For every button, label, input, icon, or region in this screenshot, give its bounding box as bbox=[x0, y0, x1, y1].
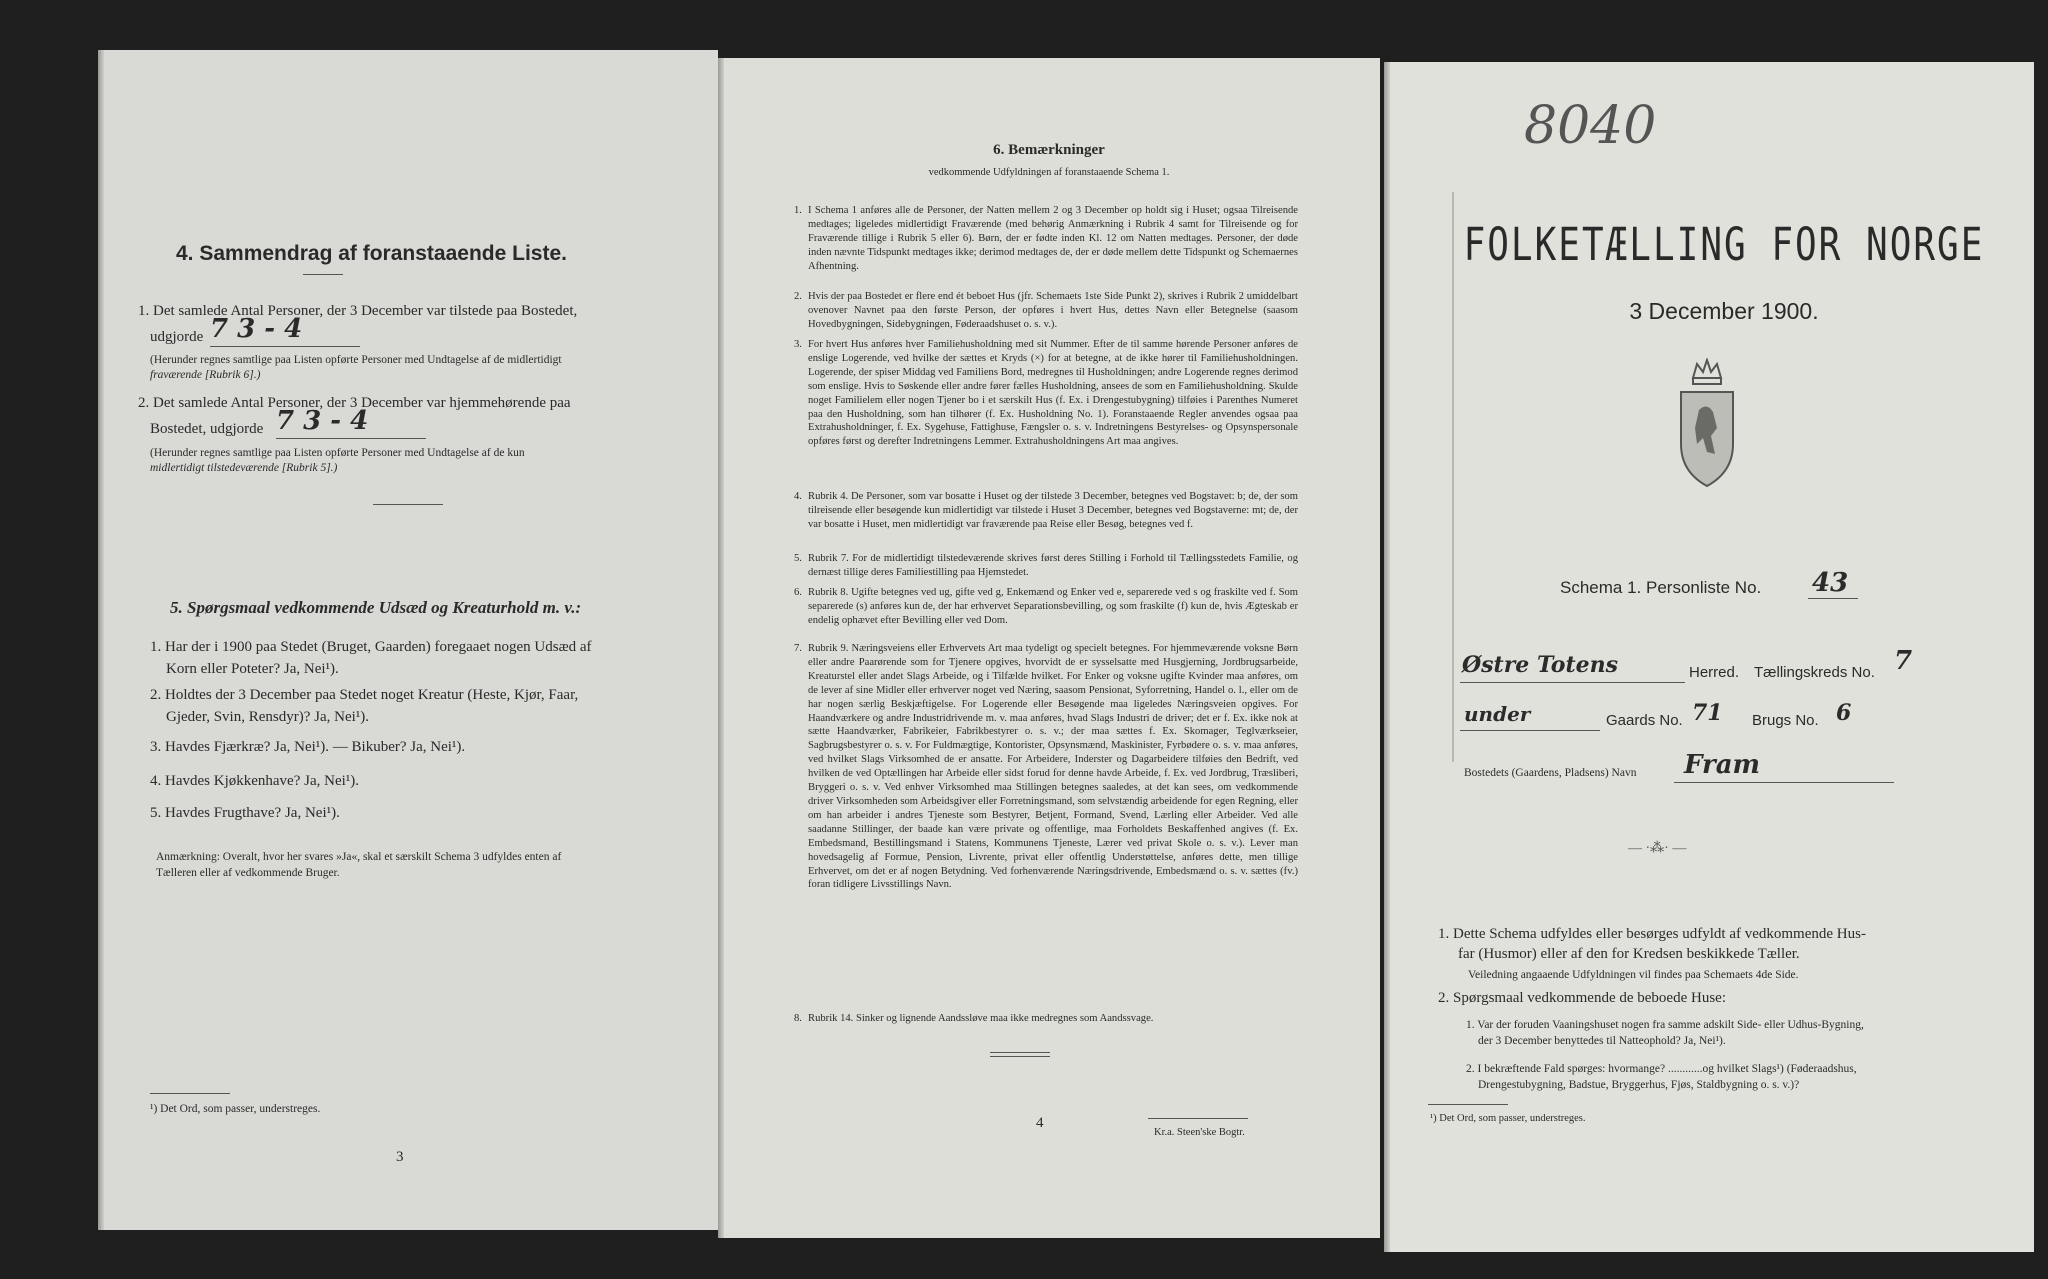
q2-note2: midlertidigt tilstedeværende [Rubrik 5].) bbox=[150, 462, 338, 474]
q1-note1: (Herunder regnes samtlige paa Listen opførte Personer med Undtagelse af de midlertidigt bbox=[150, 354, 562, 366]
form-date: 3 December 1900. bbox=[1629, 298, 1819, 324]
footnote-rule bbox=[150, 1093, 230, 1094]
footnote: ¹) Det Ord, som passer, understreges. bbox=[150, 1103, 321, 1115]
q2-line2: Bostedet, udgjorde bbox=[150, 421, 264, 437]
remark-line2: Tælleren eller af vedkommende Bruger. bbox=[156, 867, 340, 879]
divider bbox=[373, 504, 443, 505]
brugs-number: 6 bbox=[1836, 700, 1852, 726]
remark-text: For hvert Hus anføres hver Familiehusholdning med sit Nummer. Efter de til samme hørende Personer anføres de enslige Logerende, ved hvilke der sættes et Kryds (×) for at betegne, at de ikke hører til Familiehusholdningen. Logerende, der spiser Middag ved Familiens Bord, medregnes til Husholdningen; andre Logerende regnes derimod som enslige. Hvis to Søskende eller andre fører fælles Husholdning, ansees de som en Familiehusholdning. Skulde noget Familielem eller nogen Tjener bo i et særskilt Hus (f. Ex. i Drengestubygning) tilføies i Parenthes Numeret paa den Husholdning, som han tilhører (f. Ex. Husholdning No. 1). Foranstaaende Regler anvendes ogsaa paa Extrahusholdninger, f. Ex. Sygehuse, Fattighuse, Fængsler o. s. v. Indretningens Bestyrelses- og Opsynspersonale opføres først og derefter Indretningens Lemmer. Extrahusholdningens Art maa angives. bbox=[808, 339, 1298, 448]
remark-text: Rubrik 14. Sinker og lignende Aandssløve maa ikke medregnes som Aandssvage. bbox=[808, 1013, 1154, 1024]
page-edge bbox=[1384, 62, 1390, 1252]
remark-item bbox=[794, 204, 1298, 274]
instruction-1b: far (Husmor) eller af den for Kredsen beskikkede Tæller. bbox=[1458, 946, 1800, 962]
instruction-2-2b: Drengestubygning, Badstue, Bryggerhus, Fjøs, Staldbygning o. s. v.)? bbox=[1478, 1079, 1800, 1091]
q2-note1: (Herunder regnes samtlige paa Listen opførte Personer med Undtagelse af de kun bbox=[150, 447, 525, 459]
remark-item bbox=[794, 642, 1298, 892]
remark-text: Rubrik 7. For de midlertidigt tilstedeværende skrives først deres Stilling i Forhold til Tællingsstedets Familie, og dernæst tillige deres Familiestilling paa Hjemstedet. bbox=[808, 553, 1298, 578]
ornament-divider: — ·⁂· — bbox=[1628, 841, 1687, 856]
remark-number: 7. bbox=[794, 643, 802, 654]
remark-number: 4. bbox=[794, 491, 802, 502]
remark-text: Rubrik 4. De Personer, som var bosatte i Huset og der tilstede 3 December, betegnes ved Bogstavet: b; de, der som tilreisende eller besøgende kun midlertidigt var tilstede i Huset 3 December, betegnes ved Bogstaverne: mt; de, der var bosatte i Huset, men midlertidigt var fraværende paa Reise eller Besøg, betegnes ved f. bbox=[808, 491, 1298, 530]
remark-text: Rubrik 9. Næringsveiens eller Erhvervets Art maa tydeligt og specielt betegnes. For hjemmeværende voksne Børn eller andre Paarørende som for Tjenere opgives, hvorvidt de er sysselsatte med Husgjerning, Jordbrugsarbeide, Kreaturstel eller andet Slags Arbeide, og i Tilfælde hvilket. For Enker og voksne ugifte Kvinder maa anføres, om de lever af sine Midler eller erhverver noget ved Næring, saasom Pensionat, Syforretning, Handel o. l., eller om de har nogen særlig Beskjæftigelse. For Logerende eller Besøgende maa ligeledes Næringsveien opgives. For Haandværkere og andre Industridrivende m. v. maa anføres, hvad Slags Industri de driver; det er f. Ex. ikke nok at sætte Haandværker, Fabrikeier, Fabrikbestyrer o. s. v.; der maa sættes f. Ex. Skomager, Teglværkseier, Sagbrugsbestyrer o. s. v. For Fuldmægtige, Kontorister, Opsynsmænd, Maskinister, Fyrbødere o. s. v. maa anføres, ved hvilket Slags Virksomhed de er ansatte. For Arbeidere, Inderster og Dagarbeidere tilføies den Bedrift, ved hvilken de ved Optællingen har Arbeide eller sidst forud for denne havde Arbeide, f. Ex. ved Jordbrug, Træsliberi, Bryggeri o. s. v. Ved enhver Virksomhed maa Stillingen betegnes saaledes, at det kan sees, om vedkommende driver Virksomheden som Arbeidsgiver eller Forretningsmand, som selvstændig arbeidende for egen Regning, eller om han arbeider i andres Tjeneste som Bestyrer, Betjent, Formand, Svend, Lærling eller Arbeider. Ved alle saadanne Stillinger, der baade kan være private og offentlige, maa Forholdets Beskaffenhed angives (f. Ex. Embedsmand, Bestillingsmand i Statens, Kommunens Tjeneste, Lærer ved privat Skole o. s. v.). Lever man hovedsagelig af Formue, Pension, Livrente, privat eller offentlig Understøttelse, anføres dette, men tillige Erhvervet, om det er af nogen Betydning. Ved forhenværende Næringsdrivende, Embedsmænd o. s. v. sættes (fv.) foran tidligere Livsstillings Navn. bbox=[808, 643, 1298, 891]
page-number: 3 bbox=[396, 1149, 404, 1165]
divider bbox=[303, 274, 343, 275]
schema-label: Schema 1. Personliste No. bbox=[1560, 578, 1762, 597]
answer-line bbox=[210, 346, 360, 347]
bosted-label: Bostedets (Gaardens, Pladsens) Navn bbox=[1464, 767, 1637, 779]
instruction-1c: Veiledning angaaende Udfyldningen vil findes paa Schemaets 4de Side. bbox=[1468, 969, 1799, 981]
remark-item bbox=[794, 490, 1298, 532]
bosted-name: Fram bbox=[1684, 750, 1761, 780]
answer-line bbox=[1460, 682, 1685, 683]
page-edge bbox=[98, 50, 104, 1230]
instruction-2-1b: der 3 December benyttedes til Natteophold? Ja, Nei¹). bbox=[1478, 1035, 1726, 1047]
instruction-2-1a: 1. Var der foruden Vaaningshuset nogen fra samme adskilt Side- eller Udhus-Bygning, bbox=[1466, 1019, 1864, 1031]
q2-line1: 2. Det samlede Antal Personer, der 3 December var hjemmehørende paa bbox=[138, 395, 571, 411]
remarks-subtitle: vedkommende Udfyldningen af foranstaaende Schema 1. bbox=[928, 167, 1170, 178]
instruction-2-2a: 2. I bekræftende Fald spørges: hvormange? ............og hvilket Slags¹) (Føderaadshus, bbox=[1466, 1063, 1857, 1075]
kreds-number: 7 bbox=[1894, 646, 1913, 676]
q5-1a: 1. Har der i 1900 paa Stedet (Bruget, Gaarden) foregaaet nogen Udsæd af bbox=[150, 639, 592, 655]
q5-2a: 2. Holdtes der 3 December paa Stedet noget Kreatur (Heste, Kjør, Faar, bbox=[150, 687, 579, 703]
instruction-1a: 1. Dette Schema udfyldes eller besørges udfyldt af vedkommende Hus- bbox=[1438, 926, 1866, 942]
gaards-label: Gaards No. bbox=[1606, 712, 1683, 729]
unter-note: under bbox=[1464, 702, 1531, 726]
herred-name: Østre Totens bbox=[1462, 652, 1619, 678]
q5-4: 4. Havdes Kjøkkenhave? Ja, Nei¹). bbox=[150, 773, 360, 789]
q5-1b: Korn eller Poteter? Ja, Nei¹). bbox=[166, 661, 339, 677]
q5-5: 5. Havdes Frugthave? Ja, Nei¹). bbox=[150, 805, 340, 821]
q1-line1: 1. Det samlede Antal Personer, der 3 December var tilstede paa Bostedet, bbox=[138, 303, 578, 319]
remark-item bbox=[794, 338, 1298, 449]
instruction-2: 2. Spørgsmaal vedkommende de beboede Huse: bbox=[1438, 990, 1726, 1006]
coat-of-arms-icon bbox=[1671, 358, 1743, 490]
archive-number: 8040 bbox=[1524, 96, 1657, 156]
q2-handwritten-count: 7 3 - 4 bbox=[276, 406, 369, 436]
printer-imprint: Kr.a. Steen'ske Bogtr. bbox=[1154, 1127, 1245, 1138]
answer-line bbox=[1460, 730, 1600, 731]
remark-number: 1. bbox=[794, 205, 802, 216]
page-number: 4 bbox=[1036, 1115, 1044, 1131]
gaards-number: 71 bbox=[1692, 700, 1723, 726]
answer-line bbox=[276, 438, 426, 439]
q1-handwritten-count: 7 3 - 4 bbox=[210, 314, 303, 344]
divider bbox=[990, 1052, 1050, 1053]
remark-number: 3. bbox=[794, 339, 802, 350]
personliste-number: 43 bbox=[1812, 568, 1849, 598]
remark-number: 6. bbox=[794, 587, 802, 598]
right-page bbox=[1384, 62, 2034, 1252]
remark-item bbox=[794, 552, 1298, 580]
page-edge bbox=[718, 58, 724, 1238]
remark-item bbox=[794, 290, 1298, 332]
remark-number: 8. bbox=[794, 1013, 802, 1024]
remark-text: I Schema 1 anføres alle de Personer, der Natten mellem 2 og 3 December op holdt sig i Huset; ogsaa Tilreisende medtages; ligeledes midlertidigt Fraværende (med behørig Anmærkning i Rubrik 4 samt for Tilreisende og for Fraværende tillige i Rubrik 5 eller 6). Børn, der er fødte inden Kl. 12 om Natten medtages. Personer, der døde inden nævnte Tidspunkt medtages ikke; derimod medtages de, der er døde mellem dette Tidspunkt og Schemaernes Afhentning. bbox=[808, 205, 1298, 272]
remark-text: Hvis der paa Bostedet er flere end ét beboet Hus (jfr. Schemaets 1ste Side Punkt 2), skrives i Rubrik 2 umiddelbart ovenover Navnet paa den første Person, der opføres i hvert Hus, dettes Navn eller Betegnelse (saasom Hovedbygningen, Sidebygningen, Føderaadshuset o. s. v.). bbox=[808, 291, 1298, 330]
footnote-rule bbox=[1428, 1104, 1508, 1105]
form-title: FOLKETÆLLING FOR NORGE bbox=[1463, 220, 1985, 272]
q5-3: 3. Havdes Fjærkræ? Ja, Nei¹). — Bikuber? Ja, Nei¹). bbox=[150, 739, 466, 755]
q1-note2: fraværende [Rubrik 6].) bbox=[150, 369, 261, 381]
section4-title: 4. Sammendrag af foranstaaende Liste. bbox=[176, 242, 567, 265]
kreds-label: Tællingskreds No. bbox=[1754, 664, 1875, 681]
remark-number: 2. bbox=[794, 291, 802, 302]
printer-rule bbox=[1148, 1118, 1248, 1119]
q1-line2: udgjorde bbox=[150, 329, 204, 345]
herred-label: Herred. bbox=[1689, 664, 1740, 681]
remark-item bbox=[794, 586, 1298, 628]
footnote: ¹) Det Ord, som passer, understreges. bbox=[1430, 1113, 1586, 1124]
remarks-title: 6. Bemærkninger bbox=[993, 142, 1105, 158]
q5-2b: Gjeder, Svin, Rensdyr)? Ja, Nei¹). bbox=[166, 709, 370, 725]
answer-line bbox=[1808, 598, 1858, 599]
divider bbox=[990, 1056, 1050, 1057]
brugs-label: Brugs No. bbox=[1752, 712, 1819, 729]
remark-text: Rubrik 8. Ugifte betegnes ved ug, gifte ved g, Enkemænd og Enker ved e, separerede ved s og fraskilte ved f. Som separerede (s) anføres kun de, der har erhvervet Separationsbevilling, og som fraskilte (f) kun de, hvis Ægteskab er endelig ophævet efter Bevilling eller ved Dom. bbox=[808, 587, 1298, 626]
left-page bbox=[98, 50, 718, 1230]
remark-number: 5. bbox=[794, 553, 802, 564]
middle-page bbox=[718, 58, 1380, 1238]
remark-line1: Anmærkning: Overalt, hvor her svares »Ja«, skal et særskilt Schema 3 udfyldes enten af bbox=[156, 851, 562, 863]
section5-title: 5. Spørgsmaal vedkommende Udsæd og Kreaturhold m. v.: bbox=[170, 598, 582, 617]
remark-item bbox=[794, 1012, 1298, 1026]
answer-line bbox=[1674, 782, 1894, 783]
